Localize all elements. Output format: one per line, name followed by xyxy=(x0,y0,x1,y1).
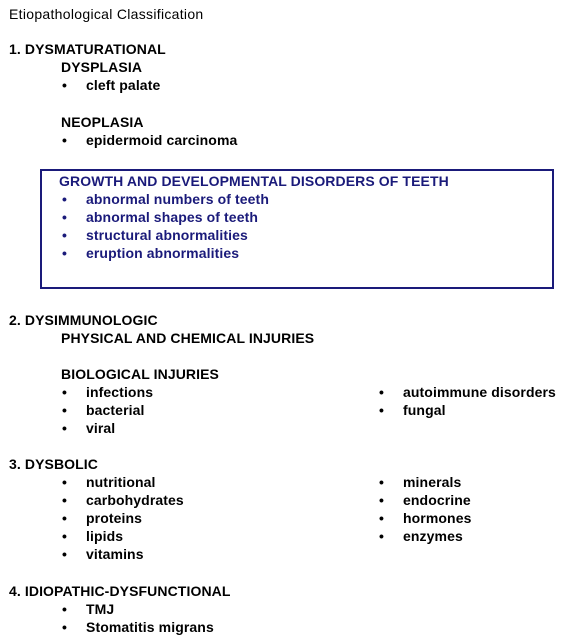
list-item: lipids xyxy=(86,528,124,544)
section-heading-dysimmunologic: 2. DYSIMMUNOLOGIC xyxy=(9,312,158,328)
bullet-icon: • xyxy=(62,77,67,93)
list-item: endocrine xyxy=(403,492,471,508)
list-item: hormones xyxy=(403,510,472,526)
section-heading-dysbolic: 3. DYSBOLIC xyxy=(9,456,99,472)
section-heading-idiopathic: 4. IDIOPATHIC-DYSFUNCTIONAL xyxy=(9,583,231,599)
list-item: eruption abnormalities xyxy=(86,245,240,261)
bullet-icon: • xyxy=(379,402,384,418)
bullet-icon: • xyxy=(62,619,67,635)
list-item: cleft palate xyxy=(86,77,161,93)
bullet-icon: • xyxy=(62,420,67,436)
bullet-icon: • xyxy=(379,384,384,400)
group-heading-biological: BIOLOGICAL INJURIES xyxy=(61,366,219,382)
list-item: abnormal numbers of teeth xyxy=(86,191,269,207)
list-item: fungal xyxy=(403,402,446,418)
list-item: minerals xyxy=(403,474,462,490)
bullet-icon: • xyxy=(62,191,67,207)
bullet-icon: • xyxy=(62,601,67,617)
bullet-icon: • xyxy=(62,245,67,261)
bullet-icon: • xyxy=(379,492,384,508)
list-item: proteins xyxy=(86,510,143,526)
bullet-icon: • xyxy=(379,528,384,544)
bullet-icon: • xyxy=(62,402,67,418)
bullet-icon: • xyxy=(379,474,384,490)
list-item: carbohydrates xyxy=(86,492,184,508)
section-heading-dysmaturational: 1. DYSMATURATIONAL xyxy=(9,41,166,57)
bullet-icon: • xyxy=(62,510,67,526)
bullet-icon: • xyxy=(62,209,67,225)
list-item: TMJ xyxy=(86,601,115,617)
page-title: Etiopathological Classification xyxy=(9,6,204,22)
list-item: infections xyxy=(86,384,154,400)
group-heading-neoplasia: NEOPLASIA xyxy=(61,114,144,130)
bullet-icon: • xyxy=(62,546,67,562)
list-item: abnormal shapes of teeth xyxy=(86,209,258,225)
bullet-icon: • xyxy=(62,528,67,544)
bullet-icon: • xyxy=(62,384,67,400)
list-item: bacterial xyxy=(86,402,145,418)
bullet-icon: • xyxy=(62,227,67,243)
list-item: vitamins xyxy=(86,546,144,562)
bullet-icon: • xyxy=(62,474,67,490)
list-item: structural abnormalities xyxy=(86,227,248,243)
list-item: autoimmune disorders xyxy=(403,384,556,400)
bullet-icon: • xyxy=(379,510,384,526)
list-item: Stomatitis migrans xyxy=(86,619,214,635)
group-heading-physical-chemical: PHYSICAL AND CHEMICAL INJURIES xyxy=(61,330,315,346)
group-heading-growth-disorders: GROWTH AND DEVELOPMENTAL DISORDERS OF TEETH xyxy=(59,173,449,189)
list-item: nutritional xyxy=(86,474,156,490)
list-item: enzymes xyxy=(403,528,463,544)
group-heading-dysplasia: DYSPLASIA xyxy=(61,59,143,75)
bullet-icon: • xyxy=(62,132,67,148)
list-item: epidermoid carcinoma xyxy=(86,132,238,148)
list-item: viral xyxy=(86,420,116,436)
bullet-icon: • xyxy=(62,492,67,508)
